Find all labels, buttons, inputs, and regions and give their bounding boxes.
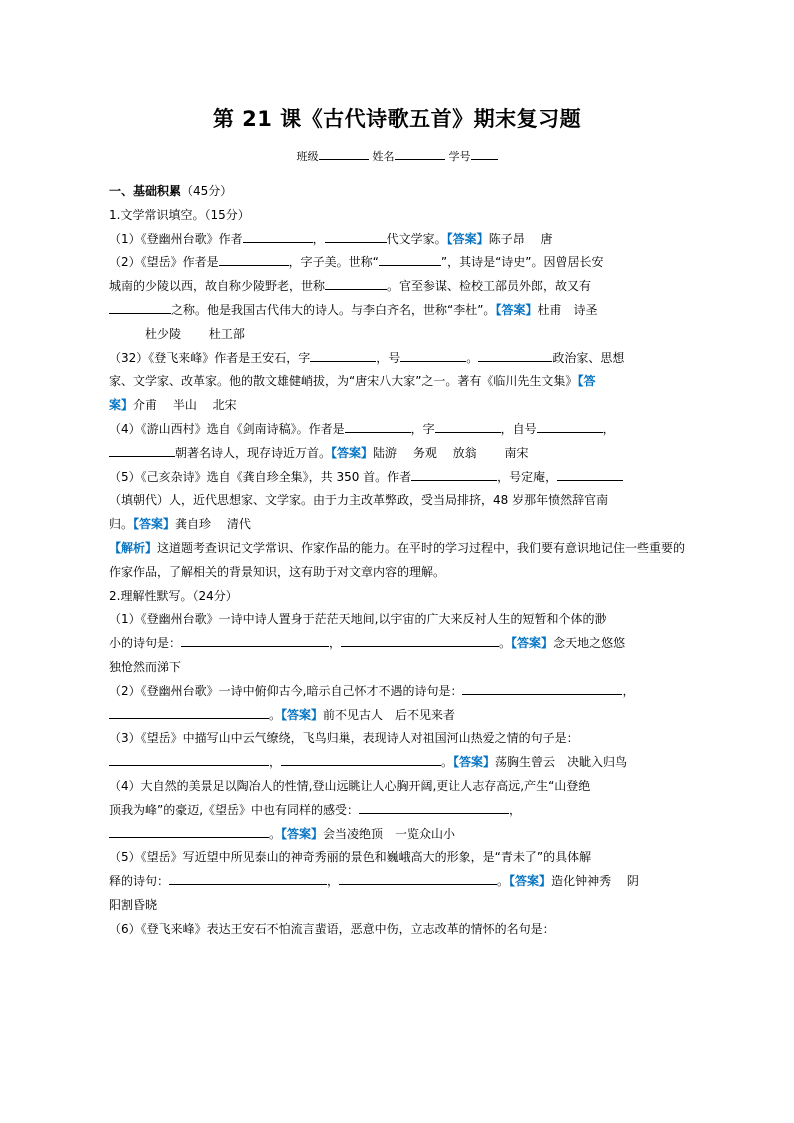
question-2-item-2-cont: 。【答案】前不见古人 后不见来者	[109, 704, 687, 728]
answer-tag: 【答案】	[281, 707, 324, 722]
answer-tag: 【答案】	[446, 231, 489, 246]
answer-text: 杜甫 诗圣	[537, 302, 598, 317]
fill-blank[interactable]	[345, 418, 411, 433]
question-2-item-1: （1）《登幽州台歌》一诗中诗人置身于茫茫天地间,以宇宙的广大来反衬人生的短暂和个体的渺	[109, 612, 607, 627]
fill-blank[interactable]	[379, 251, 441, 266]
fill-blank[interactable]	[109, 442, 175, 457]
question-1-item-1: （1）《登幽州台歌》作者 ， 代文学家。【答案】陈子昂 唐	[109, 228, 687, 252]
fill-blank[interactable]	[359, 799, 509, 814]
question-2-item-4-cont: 顶我为峰”的豪迈,《望岳》中也有同样的感受： ，	[109, 799, 687, 823]
class-label: 班级	[296, 150, 319, 163]
question-1-item-2-cont: 城南的少陵以西，故自称少陵野老，世称 。官至参谋、检校工部员外郎，故又有	[109, 275, 687, 299]
answer-text: 龚自珍 清代	[175, 517, 251, 532]
answer-text: 念天地之悠悠	[553, 636, 626, 651]
answer-text: 前不见古人 后不见来者	[323, 707, 456, 722]
answer-text: 独怆然而涕下	[109, 659, 182, 674]
answer-tag: 【答案】	[511, 636, 554, 651]
fill-blank[interactable]	[325, 228, 387, 243]
section-heading: 一、基础积累（45分）	[109, 184, 233, 198]
class-blank[interactable]	[319, 148, 369, 160]
fill-blank[interactable]	[478, 347, 552, 362]
question-2-item-6: （6）《登飞来峰》表达王安石不怕流言蜚语，恶意中伤，立志改革的情怀的名句是：	[109, 921, 555, 936]
question-1-item-5-cont: （填朝代）人，近代思想家、文学家。由于力主改革弊政，受当局排挤，48 岁那年愤然辞官南	[109, 493, 609, 508]
answer-tag: 【答案】	[331, 445, 374, 460]
analysis-block	[109, 537, 687, 585]
fill-blank[interactable]	[169, 870, 327, 885]
page-title: 第 21 课《古代诗歌五首》期末复习题	[212, 107, 582, 131]
answer-tag: 【答案】	[133, 517, 176, 532]
fill-blank[interactable]	[310, 347, 376, 362]
question-1-item-2: （2）《望岳》作者是 ，字子美。世称“ ”，其诗是“诗史”。因曾居长安	[109, 251, 687, 275]
fill-blank[interactable]	[411, 466, 497, 481]
question-2-item-4-cont: 。【答案】会当凌绝顶 一览众山小	[109, 823, 687, 847]
question-1-item-3-cont: 家、文学家、改革家。他的散文雄健峭拔，为“唐宋八大家”之一。著有《临川先生文集》【答	[109, 374, 596, 389]
answer-text: 会当凌绝顶 一览众山小	[323, 826, 456, 841]
question-1-item-2-cont: 之称。他是我国古代伟大的诗人。与李白齐名，世称“李杜”。【答案】杜甫 诗圣	[109, 299, 687, 323]
question-2-item-1-cont: 小的诗句是： ， 。【答案】念天地之悠悠	[109, 632, 687, 656]
answer-text: 造化钟神秀 阴	[551, 874, 639, 889]
fill-blank[interactable]	[557, 466, 623, 481]
question-2-item-3: （3）《望岳》中描写山中云气缭绕，飞鸟归巢，表现诗人对祖国河山热爱之情的句子是：	[109, 731, 579, 746]
fill-blank[interactable]	[537, 418, 603, 433]
question-1-item-4: （4）《游山西村》选自《剑南诗稿》。作者是 ，字 ，自号 ，	[109, 418, 687, 442]
fill-blank[interactable]	[109, 299, 171, 314]
question-2-item-5: （5）《望岳》写近望中所见泰山的神奇秀丽的景色和巍峨高大的形象，是“青未了”的具体解	[109, 850, 592, 865]
question-2-item-5-cont: 释的诗句： ， 。【答案】造化钟神秀 阴	[109, 870, 687, 894]
analysis-tag: 【解析】	[109, 540, 158, 555]
answer-tag: 【答案】	[509, 874, 552, 889]
analysis-text: 这道题考查识记文学常识、作家作品的能力。在平时的学习过程中，我们要有意识地记住一些重要的作家作品，了解相关的背景知识，这有助于对文章内容的理解。	[109, 540, 686, 579]
fill-blank[interactable]	[181, 632, 329, 647]
fill-blank[interactable]	[109, 751, 269, 766]
worksheet-content	[109, 180, 687, 942]
question-2-item-4: （4）大自然的美景足以陶冶人的性情,登山远眺让人心胸开阔,更让人志存高远,产生“山登绝	[109, 778, 591, 793]
fill-blank[interactable]	[341, 632, 499, 647]
question-2-label: 2.理解性默写。（24分）	[109, 588, 238, 603]
fill-blank[interactable]	[435, 418, 501, 433]
id-label: 学号	[448, 150, 471, 163]
name-label: 姓名	[372, 150, 395, 163]
answer-text: 阳割昏晓	[109, 897, 158, 912]
id-blank[interactable]	[471, 148, 498, 160]
fill-blank[interactable]	[325, 275, 387, 290]
question-1-label: 1.文学常识填空。（15分）	[109, 207, 250, 222]
answer-text: 陈子昂 唐	[488, 231, 553, 246]
question-2-item-2: （2）《登幽州台歌》一诗中俯仰古今,暗示自己怀才不遇的诗句是： ，	[109, 680, 687, 704]
fill-blank[interactable]	[243, 228, 313, 243]
answer-text: 荡胸生曾云 决眦入归鸟	[495, 755, 628, 770]
answer-tag: 【答案】	[453, 755, 496, 770]
answer-tag: 【答案】	[281, 826, 324, 841]
answer-tag: 【答案】	[495, 302, 538, 317]
fill-blank[interactable]	[281, 751, 441, 766]
question-2-item-3-cont: ， 。【答案】荡胸生曾云 决眦入归鸟	[109, 751, 687, 775]
question-1-item-5: （5）《己亥杂诗》选自《龚自珍全集》，共 350 首。作者 ，号定庵，	[109, 466, 687, 490]
question-1-item-3: （32）《登飞来峰》作者是王安石，字 ，号 。 政治家、思想	[109, 347, 687, 371]
fill-blank[interactable]	[339, 870, 497, 885]
question-1-item-4-cont: 朝著名诗人，现存诗近万首。【答案】陆游 务观 放翁 南宋	[109, 442, 687, 466]
question-1-item-5-cont: 归。【答案】龚自珍 清代	[109, 517, 251, 532]
student-info-line	[0, 148, 794, 164]
question-1-item-3-cont: 案】介甫 半山 北宋	[109, 398, 237, 413]
answer-text: 陆游 务观 放翁 南宋	[373, 445, 529, 460]
fill-blank[interactable]	[400, 347, 466, 362]
answer-text: 杜少陵 杜工部	[145, 326, 245, 341]
name-blank[interactable]	[395, 148, 445, 160]
fill-blank[interactable]	[462, 680, 622, 695]
answer-text: 介甫 半山 北宋	[133, 398, 237, 413]
fill-blank[interactable]	[109, 823, 269, 838]
fill-blank[interactable]	[219, 251, 289, 266]
fill-blank[interactable]	[109, 704, 269, 719]
